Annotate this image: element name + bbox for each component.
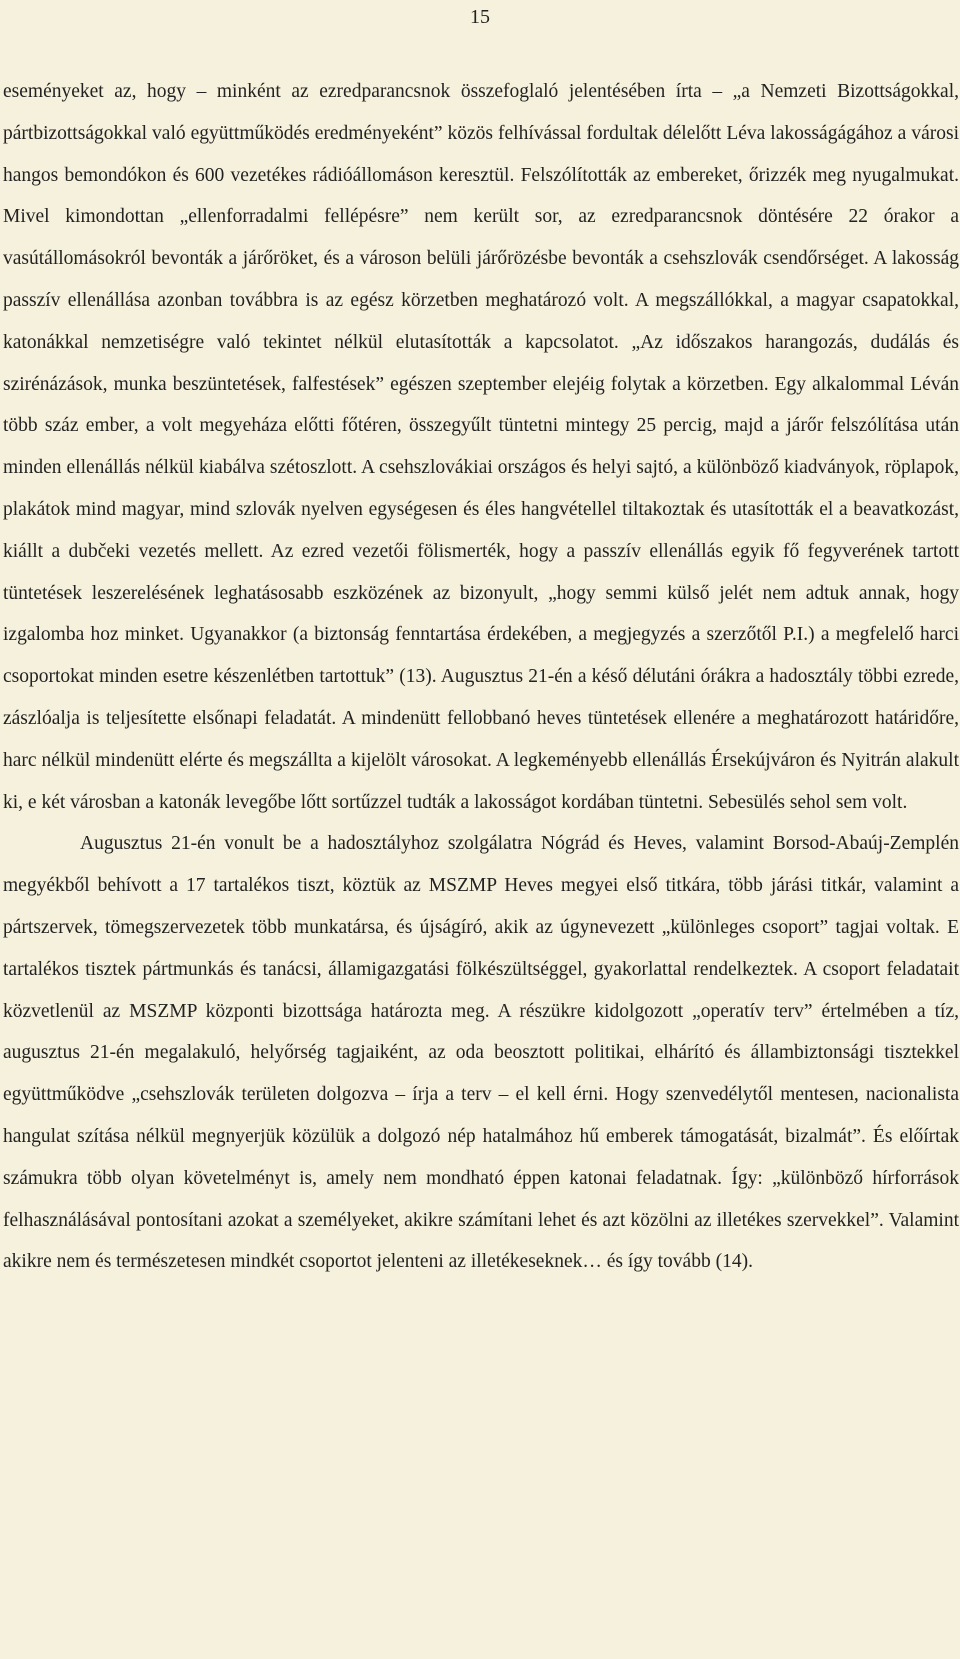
document-body [3, 71, 959, 1283]
body-paragraph: eseményeket az, hogy – minként az ezredparancsnok összefoglaló jelentésében írta – „a Nemzeti Bizottságokkal, pártbizottságokkal való együttműködés eredményeként” közös felhívással fordultak délelőtt Léva lakosságágához a városi hangos bemondókon és 600 vezetékes rádióállomáson keresztül. Felszólították az embereket, őrizzék meg nyugalmukat. Mivel kimondottan „ellenforradalmi fellépésre” nem került sor, az ezredparancsnok döntésére 22 órakor a vasútállomásokról bevonták a járőröket, és a városon belüli járőrözésbe bevonták a csehszlovák csendőrséget. A lakosság passzív ellenállása azonban továbbra is az egész körzetben meghatározó volt. A megszállókkal, a magyar csapatokkal, katonákkal nemzetiségre való tekintet nélkül elutasították a kapcsolatot. „Az időszakos harangozás, dudálás és szirénázások, munka beszüntetések, falfestések” egészen szeptember elejéig folytak a körzetben. Egy alkalommal Léván több száz ember, a volt megyeháza előtti főtéren, összegyűlt tüntetni mintegy 25 percig, majd a járőr felszólítása után minden ellenállás nélkül kiabálva szétoszlott. A csehszlovákiai országos és helyi sajtó, a különböző kiadványok, röplapok, plakátok mind magyar, mind szlovák nyelven egységesen és éles hangvétellel tiltakoztak és utasították el a beavatkozást, kiállt a dubčeki vezetés mellett. Az ezred vezetői fölismerték, hogy a passzív ellenállás egyik fő fegyverének tartott tüntetések leszerelésének leghatásosabb eszközének az bizonyult, „hogy semmi külső jelét nem adtuk annak, hogy izgalomba hoz minket. Ugyanakkor (a biztonság fenntartása érdekében, a megjegyzés a szerzőtől P.I.) a megfelelő harci csoportokat minden esetre készenlétben tartottuk” (13). Augusztus 21-én a késő délutáni órákra a hadosztály többi ezrede, zászlóalja is teljesítette elsőnapi feladatát. A mindenütt fellobbanó heves tüntetések ellenére a meghatározott határidőre, harc nélkül mindenütt elérte és megszállta a kijelölt városokat. A legkeményebb ellenállás Érsekújváron és Nyitrán alakult ki, e két városban a katonák levegőbe lőtt sortűzzel tudták a lakosságot kordában tüntetni. Sebesülés sehol sem volt. [3, 81, 959, 813]
page-number: 15 [470, 6, 490, 28]
body-paragraph: Augusztus 21-én vonult be a hadosztályhoz szolgálatra Nógrád és Heves, valamint Borsod-Abaúj-Zemplén megyékből behívott a 17 tartalékos tiszt, köztük az MSZMP Heves megyei első titkára, több járási titkár, valamint a pártszervek, tömegszervezetek több munkatársa, és újságíró, akik az úgynevezett „különleges csoport” tagjai voltak. E tartalékos tisztek pártmunkás és tanácsi, államigazgatási fölkészültséggel, gyakorlattal rendelkeztek. A csoport feladatait közvetlenül az MSZMP központi bizottsága határozta meg. A részükre kidolgozott „operatív terv” értelmében a tíz, augusztus 21-én megalakuló, helyőrség tagjaiként, az oda beosztott politikai, elhárító és állambiztonsági tisztekkel együttműködve „csehszlovák területen dolgozva – írja a terv – el kell érni. Hogy szenvedélytől mentesen, nacionalista hangulat szítása nélkül megnyerjük közülük a dolgozó nép hatalmához hű emberek támogatását, bizalmát”. És előírtak számukra több olyan követelményt is, amely nem mondható éppen katonai feladatnak. Így: „különböző hírforrások felhasználásával pontosítani azokat a személyeket, akikre számítani lehet és azt közölni az illetékes szervekkel”. Valamint akikre nem és természetesen mindkét csoportot jelenteni az illetékeseknek… és így tovább (14). [3, 833, 959, 1273]
